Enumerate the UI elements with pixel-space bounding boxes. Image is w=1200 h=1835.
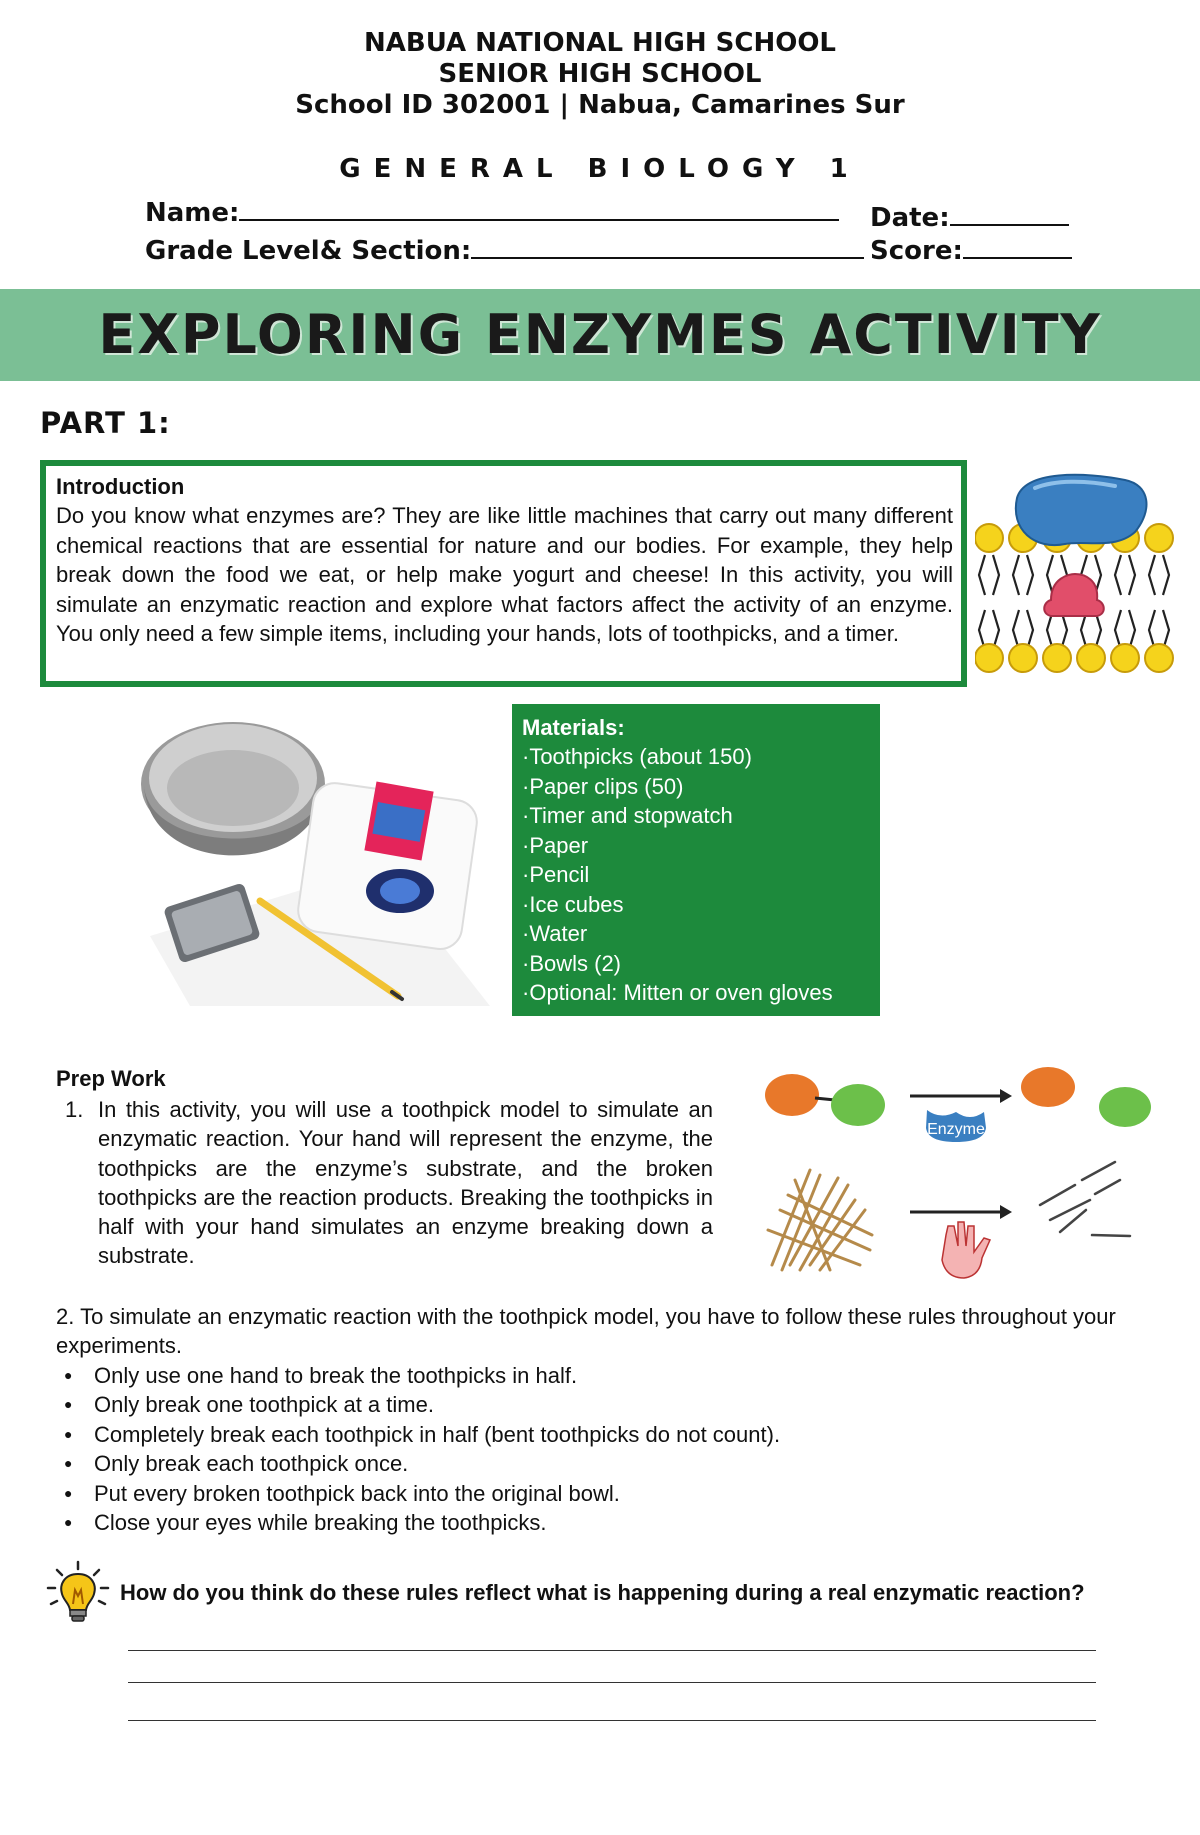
answer-line-3[interactable]	[128, 1720, 1096, 1721]
answer-line-2[interactable]	[128, 1682, 1096, 1683]
department-name: SENIOR HIGH SCHOOL	[438, 59, 762, 89]
date-field[interactable]	[870, 200, 1069, 233]
prep-step-1	[65, 1095, 713, 1271]
activity-title: EXPLORING ENZYMES ACTIVITY	[98, 303, 1102, 366]
substrate-green-piece	[831, 1084, 885, 1126]
materials-item: ·Paper	[522, 832, 589, 858]
date-label: Date:	[870, 203, 950, 233]
enzyme-label: Enzyme	[927, 1121, 985, 1138]
rule-item: ● Only break each toothpick once.	[64, 1449, 780, 1478]
lightbulb-icon	[45, 1560, 111, 1626]
rules-list	[64, 1361, 780, 1537]
product-orange-piece	[1021, 1067, 1075, 1107]
materials-title: Materials:	[522, 715, 625, 740]
materials-item: ·Pencil	[522, 862, 590, 887]
introduction-body: Do you know what enzymes are? They are like little machines that carry out many different chemical reactions that are essential for nature and our bodies. For example, they help break down the food we eat, or help make yogurt and cheese! In this activity, you will simulate an enzymatic reaction and explore what factors affect the activity of an enzyme. You only need a few simple items, including your hands, lots of toothpicks, and a timer.	[56, 503, 953, 647]
school-name: NABUA NATIONAL HIGH SCHOOL	[364, 28, 836, 58]
subject-title: GENERAL BIOLOGY 1	[339, 154, 861, 184]
date-line[interactable]	[950, 200, 1069, 226]
school-id: School ID 302001 | Nabua, Camarines Sur	[295, 90, 905, 120]
prep-work-heading: Prep Work	[56, 1066, 166, 1091]
materials-item: ·Bowls (2)	[522, 950, 622, 976]
hand-icon	[942, 1222, 990, 1278]
toothpick-bundle	[768, 1170, 872, 1270]
score-field[interactable]	[870, 233, 1072, 266]
grade-section-field[interactable]	[145, 233, 864, 266]
name-line[interactable]	[239, 195, 839, 221]
part-label: PART 1:	[40, 406, 171, 440]
score-line[interactable]	[963, 233, 1072, 259]
enzyme-membrane-illustration	[975, 470, 1185, 680]
product-green-piece	[1099, 1087, 1151, 1127]
rule-item: ● Completely break each toothpick in half (bent toothpicks do not count).	[64, 1420, 780, 1449]
materials-item: ·Paper clips (50)	[522, 773, 684, 799]
broken-toothpicks	[1040, 1162, 1130, 1236]
prep-step-1-number: 1.	[65, 1097, 84, 1122]
materials-item: ·Timer and stopwatch	[522, 803, 733, 828]
introduction-heading: Introduction	[56, 474, 185, 499]
materials-item: ·Ice cubes	[522, 891, 624, 917]
reaction-diagram	[760, 1060, 1160, 1285]
rule-item: ● Only use one hand to break the toothpicks in half.	[64, 1361, 780, 1390]
name-label: Name:	[145, 198, 240, 228]
prep-step-1-text: In this activity, you will use a toothpick model to simulate an enzymatic reaction. Your hand will represent the enzyme, the toothpicks are the enzyme’s substrate, and the broken toothpicks are the reaction products. Breaking the toothpicks in half with your hand simulates an enzyme breaking down a substrate.	[98, 1097, 713, 1269]
grade-section-label: Grade Level& Section:	[145, 236, 472, 266]
rule-item: ● Only break one toothpick at a time.	[64, 1390, 780, 1419]
score-label: Score:	[870, 236, 963, 266]
materials-photo	[130, 706, 500, 1014]
materials-box	[512, 704, 880, 1016]
materials-item: ·Toothpicks (about 150)	[522, 744, 752, 769]
answer-line-1[interactable]	[128, 1650, 1096, 1651]
rule-item: ● Put every broken toothpick back into the original bowl.	[64, 1479, 780, 1508]
name-field[interactable]	[145, 195, 839, 228]
grade-section-line[interactable]	[471, 233, 864, 259]
reflection-question: How do you think do these rules reflect what is happening during a real enzymatic reaction?	[120, 1580, 1085, 1605]
materials-item: ·Water	[522, 921, 588, 946]
rule-item: ● Close your eyes while breaking the toothpicks.	[64, 1508, 780, 1537]
prep-step-2-text: 2. To simulate an enzymatic reaction with the toothpick model, you have to follow these rules throughout your experiments.	[56, 1304, 1116, 1359]
introduction-text	[56, 472, 953, 648]
substrate-orange-piece	[765, 1074, 819, 1116]
materials-item: ·Optional: Mitten or oven gloves	[522, 980, 833, 1005]
